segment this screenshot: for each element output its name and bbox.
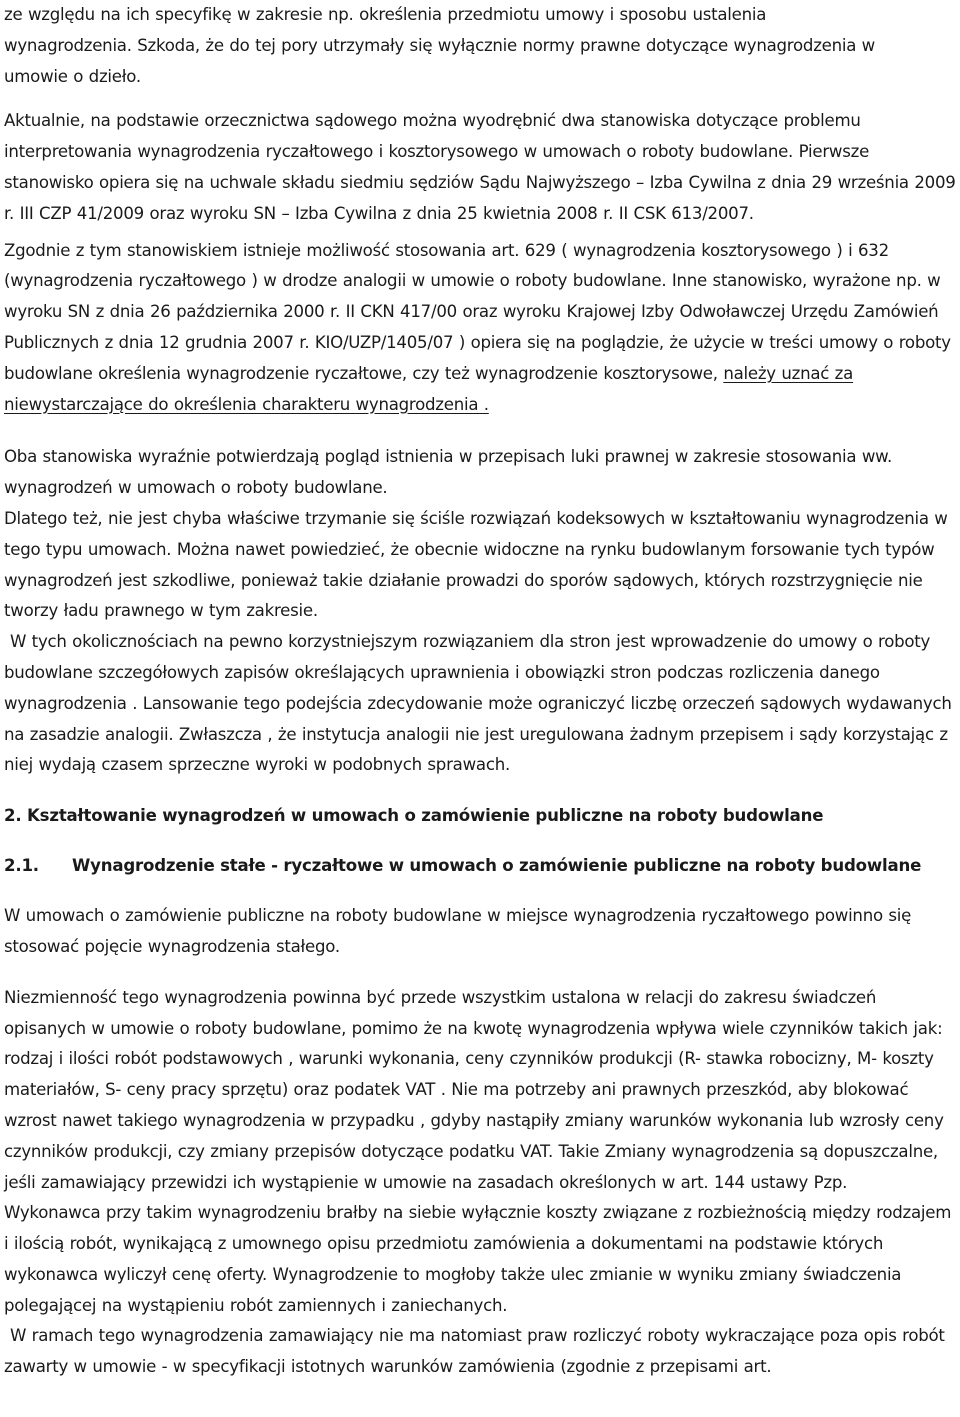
paragraph-1-line-1: ze względu na ich specyfikę w zakresie np. określenia przedmiotu umowy i sposobu ustalenia: [4, 5, 767, 24]
paragraph-1-line-3: umowie o dzieło.: [4, 66, 141, 86]
section-heading-2-1-number: 2.1.: [4, 856, 39, 876]
paragraph-9: Wykonawca przy takim wynagrodzeniu brałby na siebie wyłącznie koszty związane z rozbieżnością między rodzajem i ilością robót, wynikającą z umownego opisu przedmiotu zamówienia a dokumentami na podstawie których wykonawca wyliczył cenę oferty. Wynagrodzenie to mogłoby także ulec zmianie w wyniku zmiany świadczenia polegającej na wystąpieniu robót zamiennych i zaniechanych.: [4, 1203, 952, 1315]
paragraph-3-underlined: należy uznać za niewystarczające do określenia charakteru wynagrodzenia .: [4, 363, 854, 414]
section-heading-2-1-text: Wynagrodzenie stałe - ryczałtowe w umowach o zamówienie publiczne na roboty budowlane: [72, 856, 922, 876]
section-heading-2-1: [4, 851, 956, 881]
paragraph-8: Niezmienność tego wynagrodzenia powinna być przede wszystkim ustalona w relacji do zakresu świadczeń opisanych w umowie o roboty budowlane, pomimo że na kwotę wynagrodzenia wpływa wiele czynników takich jak: rodzaj i ilości robót podstawowych , warunki wykonania, ceny czynników produkcji (R- stawka robocizny, M- koszty materiałów, S- ceny pracy sprzętu) oraz podatek VAT . Nie ma potrzeby ani prawnych przeszkód, aby blokować wzrost nawet takiego wynagrodzenia w przypadku , gdyby nastąpiły zmiany warunków wykonania lub wzrosły ceny czynników produkcji, czy zmiany przepisów dotyczące podatku VAT. Takie Zmiany wynagrodzenia są dopuszczalne, jeśli zamawiający przewidzi ich wystąpienie w umowie na zasadach określonych w art. 144 ustawy Pzp.: [4, 987, 944, 1192]
paragraph-1-line-2: wynagrodzenia. Szkoda, że do tej pory utrzymały się wyłącznie normy prawne dotyczące wynagrodzenia w: [4, 35, 876, 55]
paragraph-5: Dlatego też, nie jest chyba właściwe trzymanie się ściśle rozwiązań kodeksowych w kształtowaniu wynagrodzenia w tego typu umowach. Można nawet powiedzieć, że obecnie widoczne na rynku budowlanym forsowanie tych typów wynagrodzeń jest szkodliwe, ponieważ takie działanie prowadzi do sporów sądowych, których rozstrzygnięcie nie tworzy ładu prawnego w tym zakresie.: [4, 508, 948, 621]
paragraph-3-text: Zgodnie z tym stanowiskiem istnieje możliwość stosowania art. 629 ( wynagrodzenia kosztorysowego ) i 632 (wynagrodzenia ryczałtowego ) w drodze analogii w umowie o roboty budowlane. Inne stanowisko, wyrażone np. w wyroku SN z dnia 26 października 2000 r. II CKN 417/00 oraz wyroku Krajowej Izby Odwoławczej Urzędu Zamówień Publicznych z dnia 12 grudnia 2007 r. KIO/UZP/1405/07 ) opiera się na poglądzie, że użycie w treści umowy o roboty budowlane określenia wynagrodzenie ryczałtowe, czy też wynagrodzenie kosztorysowe,: [4, 240, 951, 383]
paragraph-2: Aktualnie, na podstawie orzecznictwa sądowego można wyodrębnić dwa stanowiska dotyczące problemu interpretowania wynagrodzenia ryczałtowego i kosztorysowego w umowach o roboty budowlane. Pierwsze stanowisko opiera się na uchwale składu siedmiu sędziów Sądu Najwyższego – Izba Cywilna z dnia 29 września 2009 r. III CZP 41/2009 oraz wyroku SN – Izba Cywilna z dnia 25 kwietnia 2008 r. II CSK 613/2007.: [4, 111, 956, 223]
paragraph-7: W umowach o zamówienie publiczne na roboty budowlane w miejsce wynagrodzenia ryczałtowego powinno się stosować pojęcie wynagrodzenia stałego.: [4, 906, 912, 956]
document-page: [4, 0, 956, 1383]
paragraph-10: W ramach tego wynagrodzenia zamawiający nie ma natomiast praw rozliczyć roboty wykraczające poza opis robót zawarty w umowie - w specyfikacji istotnych warunków zamówienia (zgodnie z przepisami art.: [4, 1326, 945, 1377]
paragraph-1: [4, 0, 956, 92]
paragraph-3: [4, 236, 956, 421]
paragraph-6: W tych okolicznościach na pewno korzystniejszym rozwiązaniem dla stron jest wprowadzenie do umowy o roboty budowlane szczegółowych zapisów określających uprawnienia i obowiązki stron podczas rozliczenia danego wynagrodzenia . Lansowanie tego podejścia zdecydowanie może ograniczyć liczbę orzeczeń sądowych wydawanych na zasadzie analogii. Zwłaszcza , że instytucja analogii nie jest uregulowana żadnym przepisem i sądy korzystając z niej wydają czasem sprzeczne wyroki w podobnych sprawach.: [4, 632, 952, 775]
section-heading-2: 2. Kształtowanie wynagrodzeń w umowach o zamówienie publiczne na roboty budowlane: [4, 806, 824, 826]
paragraph-4: Oba stanowiska wyraźnie potwierdzają pogląd istnienia w przepisach luki prawnej w zakresie stosowania ww. wynagrodzeń w umowach o roboty budowlane.: [4, 447, 892, 498]
